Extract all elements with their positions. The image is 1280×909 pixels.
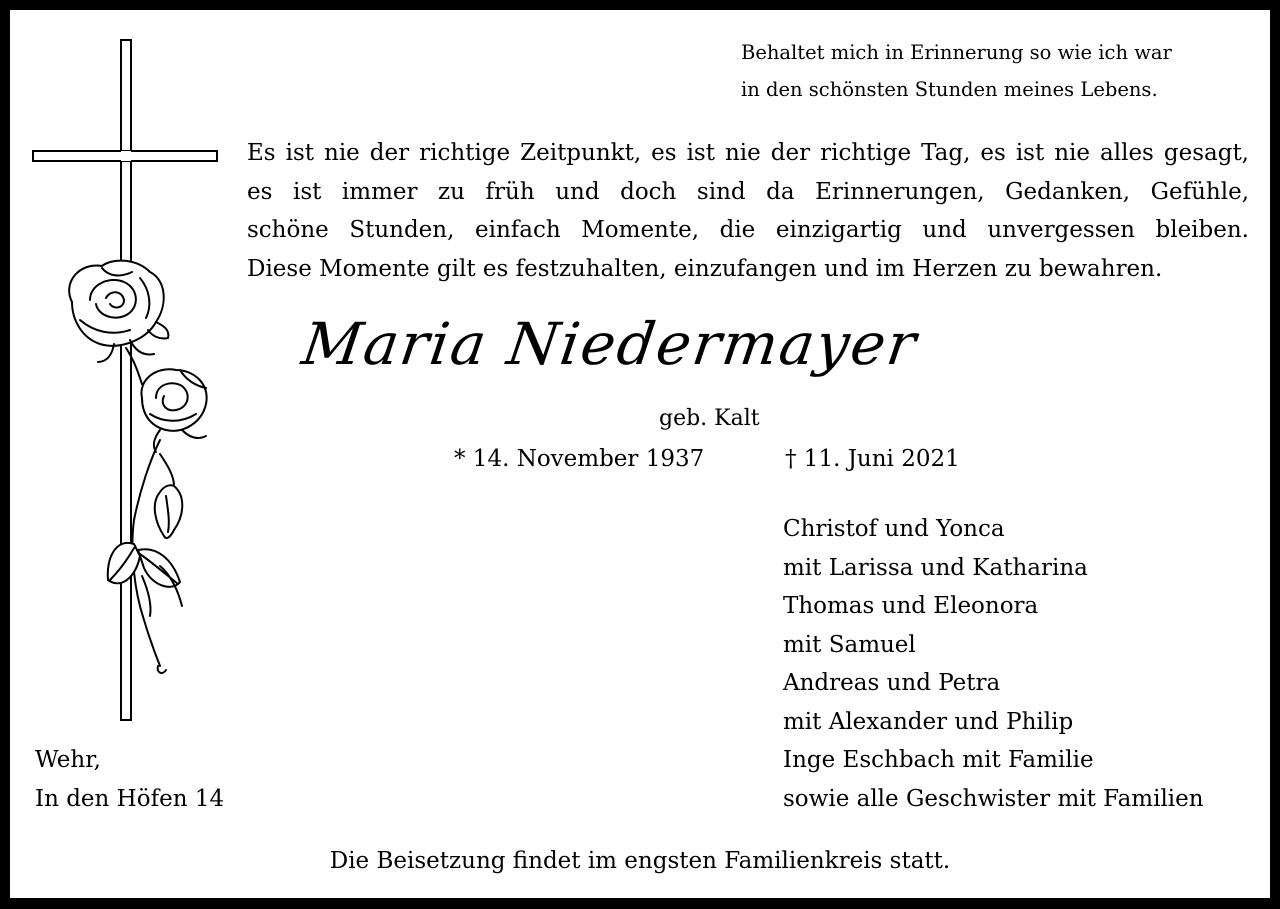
birth-date: * 14. November 1937 xyxy=(454,446,705,472)
address xyxy=(35,741,224,818)
mourner-line: mit Alexander und Philip xyxy=(783,708,1074,735)
obituary-card xyxy=(10,10,1270,898)
mourner-line: Andreas und Petra xyxy=(783,670,1001,696)
motto-line: in den schönsten Stunden meines Lebens. xyxy=(741,78,1158,101)
quote-line: es ist immer zu früh und doch sind da Erinnerungen, Gedanken, Gefühle, xyxy=(247,178,1249,205)
mourner-line: sowie alle Geschwister mit Familien xyxy=(783,785,1204,812)
quote xyxy=(247,134,1249,288)
quote-line: schöne Stunden, einfach Momente, die einzigartig und unvergessen bleiben. xyxy=(247,217,1249,243)
address-city: Wehr, xyxy=(35,747,101,773)
mourner-line: Thomas und Eleonora xyxy=(783,593,1039,619)
motto-line: Behaltet mich in Erinnerung so wie ich war xyxy=(741,41,1172,64)
mourners-list xyxy=(783,510,1204,818)
motto xyxy=(741,34,1172,108)
mourner-line: Christof und Yonca xyxy=(783,516,1005,542)
mourner-line: mit Samuel xyxy=(783,631,916,658)
death-date: † 11. Juni 2021 xyxy=(785,446,960,472)
quote-line: Diese Momente gilt es festzuhalten, einzufangen und im Herzen zu bewahren. xyxy=(247,255,1163,282)
mourner-line: Inge Eschbach mit Familie xyxy=(783,747,1094,773)
birth-name: geb. Kalt xyxy=(659,406,760,431)
deceased-name: Maria Niedermayer xyxy=(297,310,922,378)
address-street: In den Höfen 14 xyxy=(35,785,225,812)
quote-line: Es ist nie der richtige Zeitpunkt, es ist nie der richtige Tag, es ist nie alles gesagt, xyxy=(247,140,1249,166)
mourner-line: mit Larissa und Katharina xyxy=(783,554,1088,581)
funeral-notice: Die Beisetzung findet im engsten Familienkreis statt. xyxy=(329,848,951,874)
